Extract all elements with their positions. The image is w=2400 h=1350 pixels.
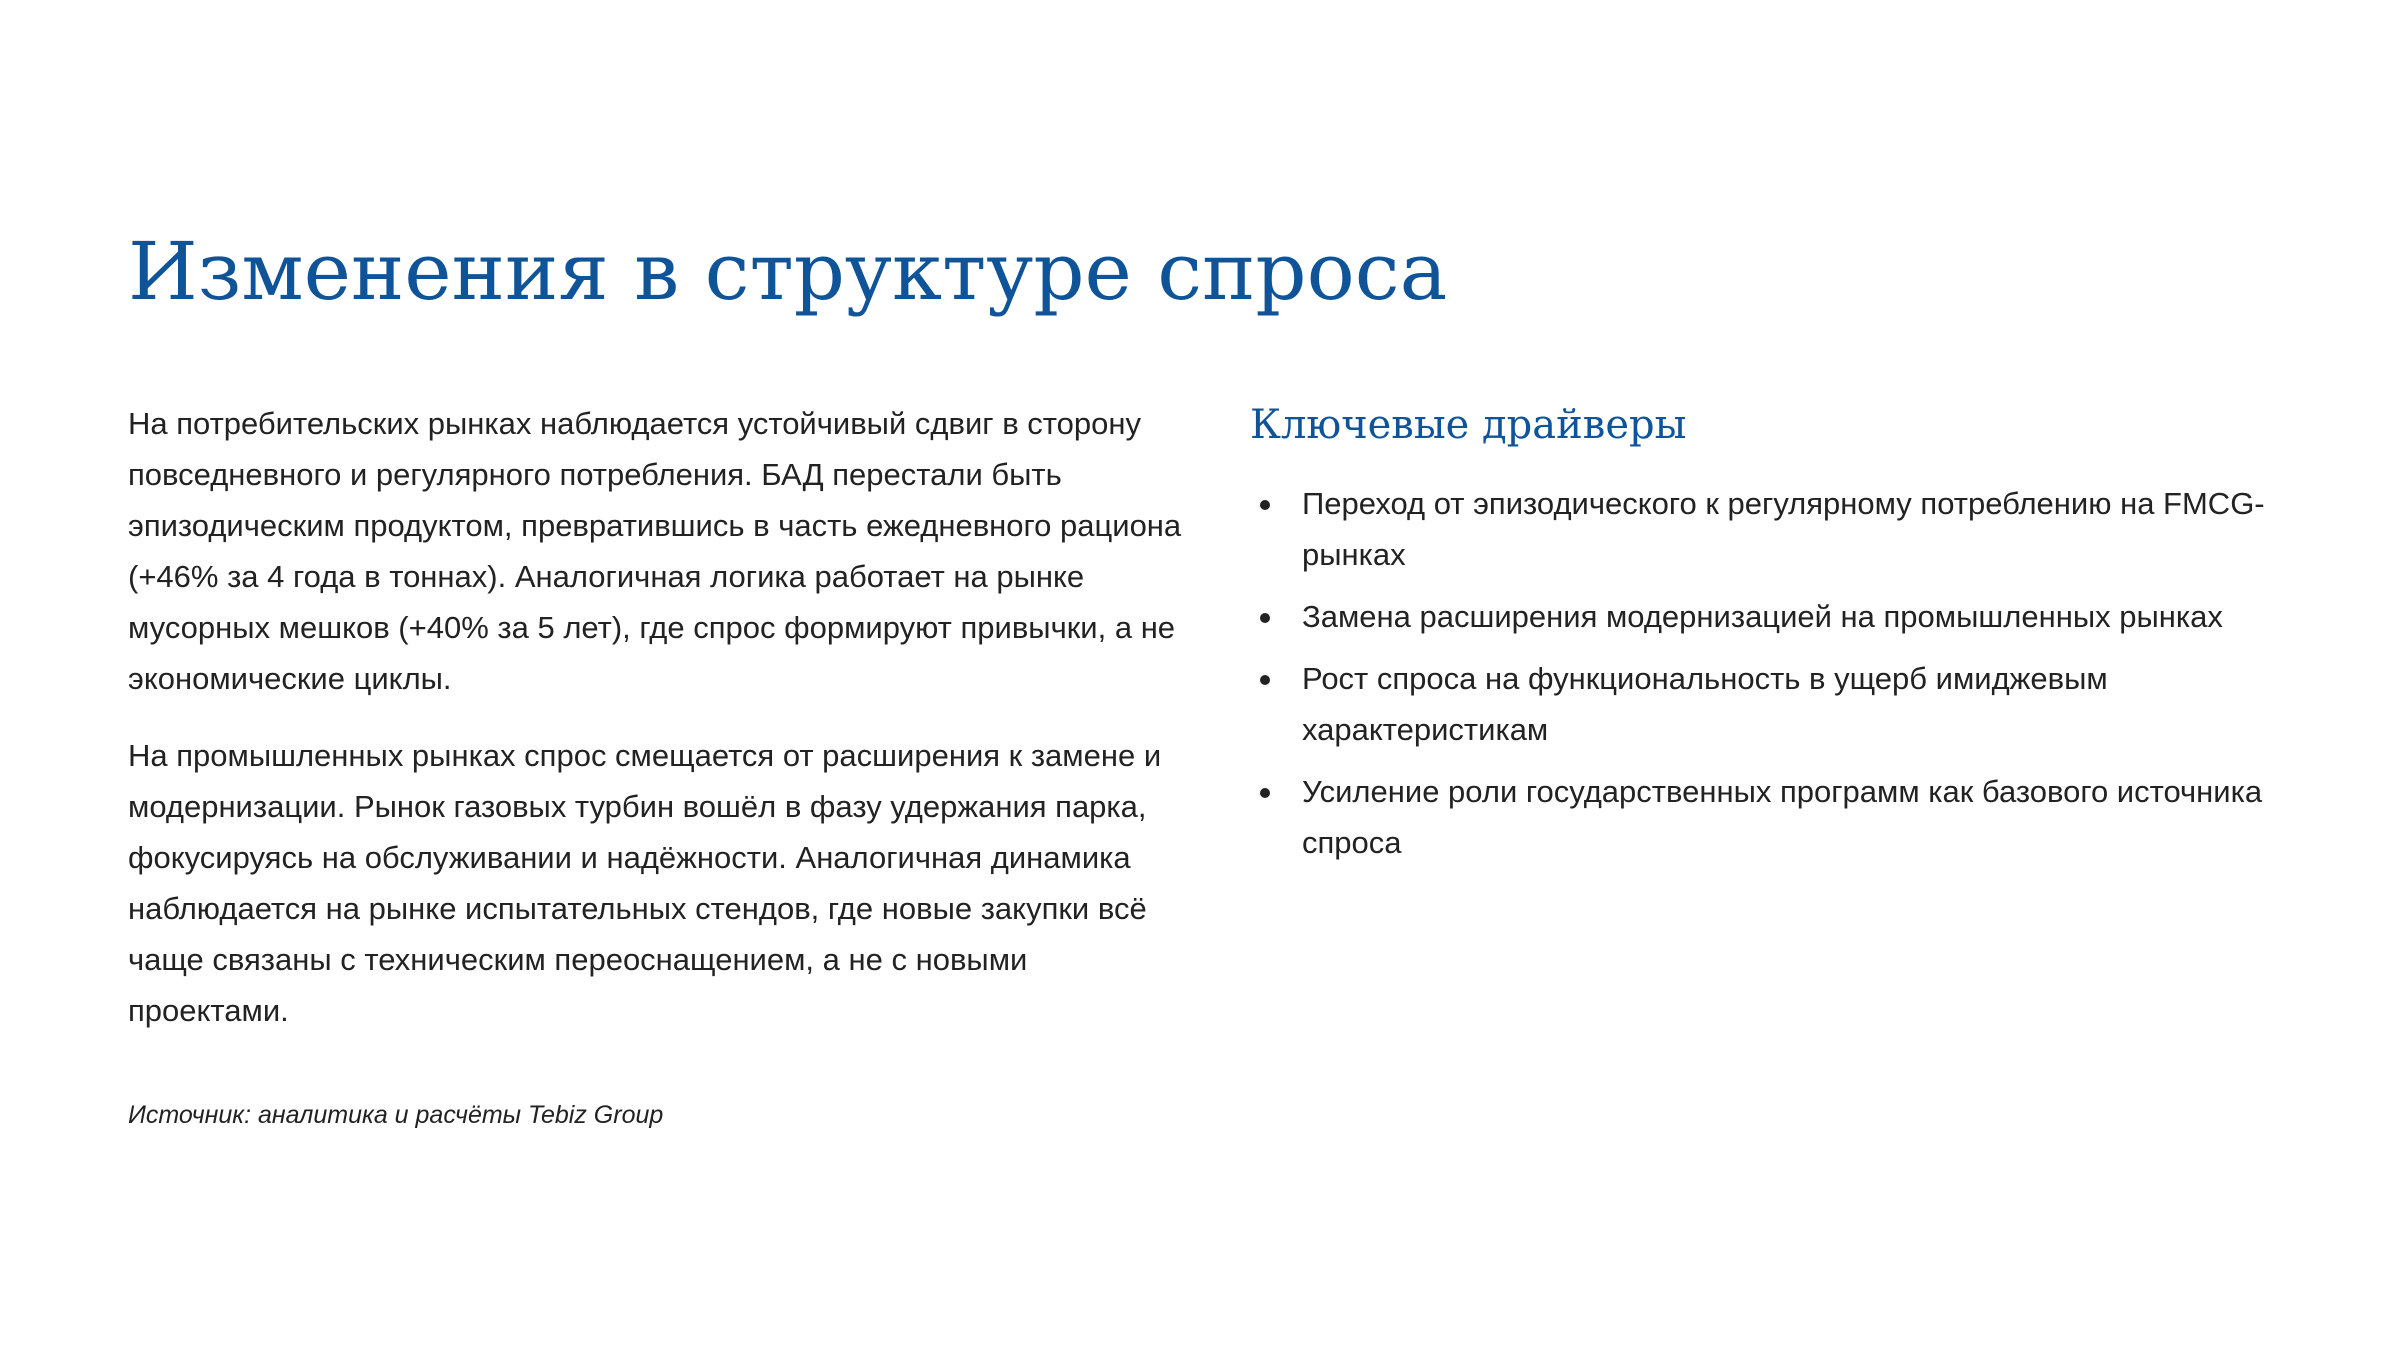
left-column [128,398,1188,1062]
key-drivers-list [1250,478,2290,868]
bullet-icon [1260,788,1270,798]
paragraph-consumer-markets: На потребительских рынках наблюдается устойчивый сдвиг в сторону повседневного и регулярного потребления. БАД перестали быть эпизодическим продуктом, превратившись в часть ежедневного рациона (+46% за 4 года в тоннах). Аналогичная логика работает на рынке мусорных мешков (+40% за 5 лет), где спрос формируют привычки, а не экономические циклы. [128,406,1182,696]
list-item-text: Замена расширения модернизацией на промышленных рынках [1302,599,2223,634]
list-item [1250,653,2290,755]
list-item [1250,766,2290,868]
source-note: Источник: аналитика и расчёты Tebiz Group [128,1101,664,1129]
list-item-text: Переход от эпизодического к регулярному потреблению на FMCG-рынках [1302,486,2265,572]
bullet-icon [1260,675,1270,685]
key-drivers-heading: Ключевые драйверы [1250,402,1687,448]
list-item-text: Рост спроса на функциональность в ущерб имиджевым характеристикам [1302,661,2108,747]
bullet-icon [1260,613,1270,623]
list-item-text: Усиление роли государственных программ как базового источника спроса [1302,774,2263,860]
right-column [1250,398,2290,879]
paragraph-industrial-markets: На промышленных рынках спрос смещается от расширения к замене и модернизации. Рынок газовых турбин вошёл в фазу удержания парка, фокусируясь на обслуживании и надёжности. Аналогичная динамика наблюдается на рынке испытательных стендов, где новые закупки всё чаще связаны с техническим переоснащением, а не с новыми проектами. [128,738,1162,1028]
list-item [1250,591,2290,642]
bullet-icon [1260,500,1270,510]
list-item [1250,478,2290,580]
page-title: Изменения в структуре спроса [128,225,1448,318]
